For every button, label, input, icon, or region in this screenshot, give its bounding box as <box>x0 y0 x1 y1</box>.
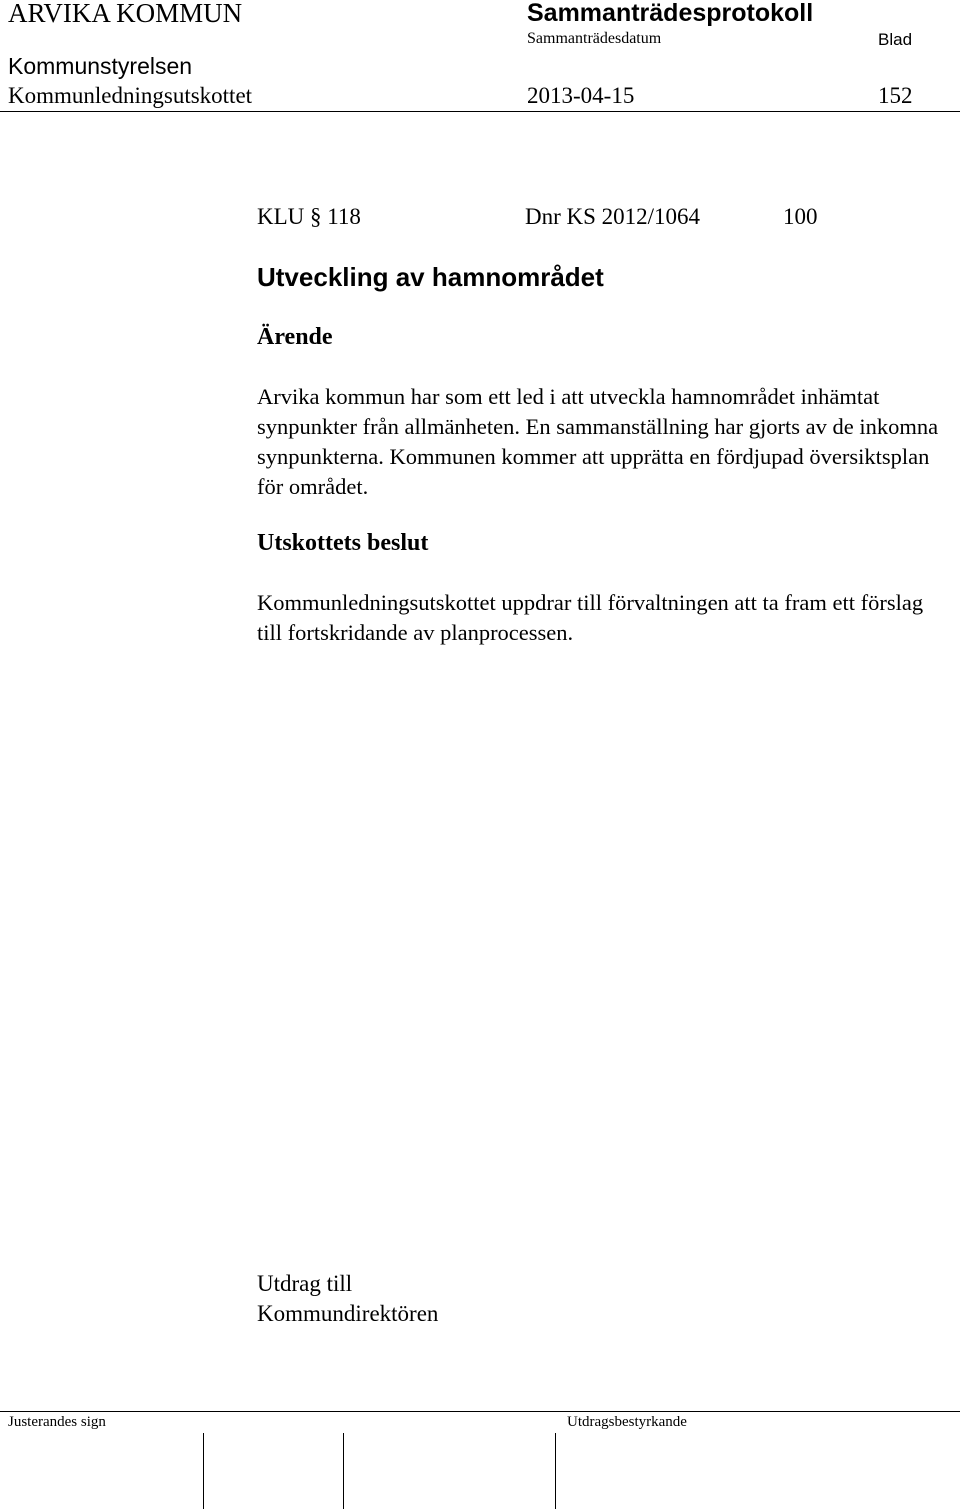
section-heading-arende: Ärende <box>257 324 333 350</box>
signature-box-divider <box>343 1433 344 1509</box>
distribution-block <box>257 1269 438 1329</box>
footer-rule <box>0 1411 960 1412</box>
organization-name: ARVIKA KOMMUN <box>8 0 243 28</box>
meeting-date-label: Sammanträdesdatum <box>527 30 662 47</box>
page-label: Blad <box>878 30 913 49</box>
case-number: Dnr KS 2012/1064 <box>525 204 701 229</box>
board-name: Kommunstyrelsen <box>8 53 193 79</box>
arende-text: Arvika kommun har som ett led i att utveckla hamnområdet inhämtat synpunkter från allmänheten. En sammanställning har gjorts av de inkomna synpunkterna. Kommunen kommer att upprätta en fördjupad översiktsplan för området. <box>257 384 939 499</box>
paragraph-reference: KLU § 118 <box>257 204 361 229</box>
document-type: Sammanträdesprotokoll <box>527 0 814 27</box>
beslut-text: Kommunledningsutskottet uppdrar till förvaltningen att ta fram ett förslag till fortskridande av planprocessen. <box>257 590 924 645</box>
header-rule <box>0 111 960 112</box>
certification-label: Utdragsbestyrkande <box>567 1414 687 1430</box>
page-number: 152 <box>878 83 913 108</box>
signature-box-divider <box>555 1433 556 1509</box>
meeting-date: 2013-04-15 <box>527 83 635 108</box>
distribution-recipient: Kommundirektören <box>257 1301 439 1326</box>
page-title: Utveckling av hamnområdet <box>257 262 604 292</box>
section-heading-beslut: Utskottets beslut <box>257 530 429 556</box>
signing-label: Justerandes sign <box>8 1414 106 1430</box>
signature-box-divider <box>203 1433 204 1509</box>
distribution-label: Utdrag till <box>257 1271 353 1296</box>
committee-name: Kommunledningsutskottet <box>8 83 253 108</box>
classification-code: 100 <box>783 204 818 229</box>
